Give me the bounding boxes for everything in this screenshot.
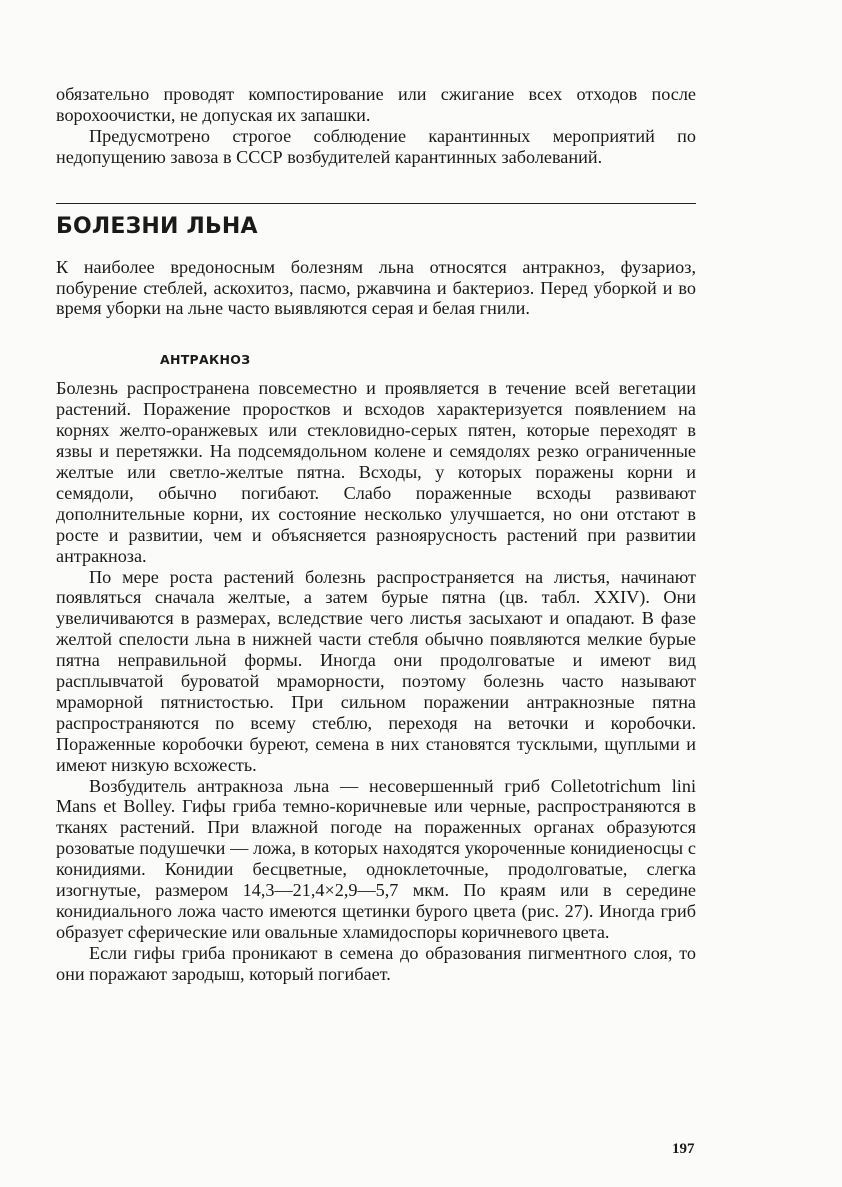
paragraph-anthracnose-4: Если гифы гриба проникают в семена до образования пигментного слоя, то они поражают зародыш, который погибает. xyxy=(56,942,696,984)
section-intro: К наиболее вредоносным болезням льна относятся антракноз, фузариоз, побурение стеблей, аскохитоз, пасмо, ржавчина и бактериоз. Перед уборкой и во время уборки на льне часто выявляются серая и белая гнили. xyxy=(56,256,696,319)
page-content xyxy=(56,84,696,985)
page-number: 197 xyxy=(672,1141,695,1157)
paragraph-top-1: обязательно проводят компостирование или сжигание всех отходов после ворохоочистки, не допуская их запашки. xyxy=(56,84,696,125)
paragraph-top-2: Предусмотрено строгое соблюдение карантинных мероприятий по недопущению завоза в СССР возбудителей карантинных заболеваний. xyxy=(56,125,696,167)
paragraph-anthracnose-2: По мере роста растений болезнь распространяется на листья, начинают появляться сначала желтые, а затем бурые пятна (цв. табл. XXIV). Они увеличиваются в размерах, вследствие чего листья засыхают и опадают. В фазе желтой спелости льна в нижней части стебля обычно появляются мелкие бурые пятна неправильной формы. Иногда они продолговатые и имеют вид расплывчатой буроватой мраморности, поэтому болезнь часто называют мраморной пятнистостью. При сильном поражении антракнозные пятна распространяются по всему стеблю, переходя на веточки и коробочки. Пораженные коробочки буреют, семена в них становятся тусклыми, щуплыми и имеют низкую всхожесть. xyxy=(56,566,696,775)
paragraph-anthracnose-3: Возбудитель антракноза льна — несовершенный гриб Colletotrichum lini Mans et Bolley. Гифы гриба темно-коричневые или черные, распространяются в тканях растений. При влажной погоде на пораженных органах образуются розоватые подушечки — ложа, в которых находятся укороченные конидиеносцы с конидиями. Конидии бесцветные, одноклеточные, продолговатые, слегка изогнутые, размером 14,3—21,4×2,9—5,7 мкм. По краям или в середине конидиального ложа часто имеются щетинки бурого цвета (рис. 27). Иногда гриб образует сферические или овальные хламидоспоры коричневого цвета. xyxy=(56,775,696,942)
subsection-title: АНТРАКНОЗ xyxy=(160,352,251,368)
section-divider xyxy=(56,203,696,204)
section-title: БОЛЕЗНИ ЛЬНА xyxy=(56,213,258,239)
paragraph-anthracnose-1: Болезнь распространена повсеместно и проявляется в течение всей вегетации растений. Поражение проростков и всходов характеризуется появлением на корнях желто-оранжевых или стекловидно-серых пятен, которые переходят в язвы и перетяжки. На подсемядольном колене и семядолях резко ограниченные желтые или светло-желтые пятна. Всходы, у которых поражены корни и семядоли, обычно погибают. Слабо пораженные всходы развивают дополнительные корни, их состояние несколько улучшается, но они отстают в росте и развитии, чем и объясняется разноярусность растений при развитии антракноза. xyxy=(56,378,696,566)
